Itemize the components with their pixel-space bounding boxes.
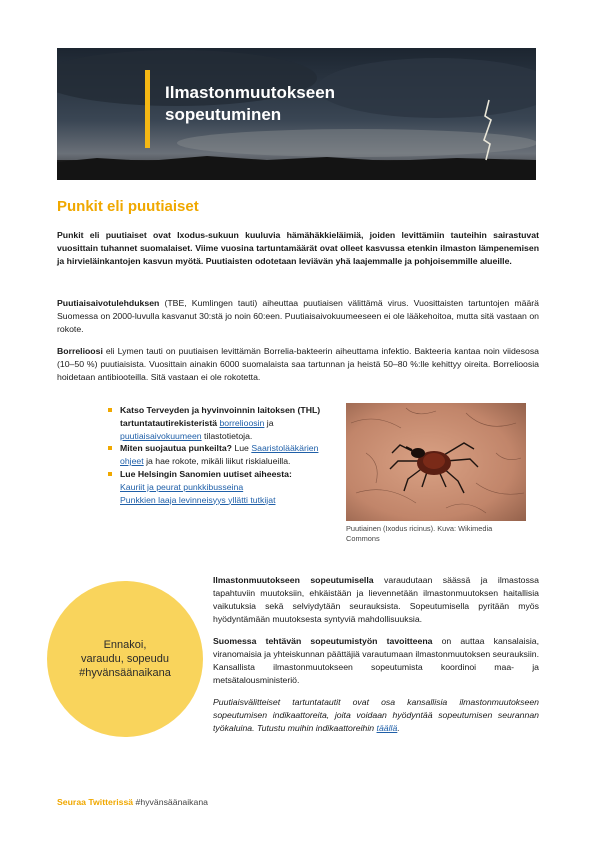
info-bullet-list xyxy=(108,404,340,506)
indicators-end: . xyxy=(397,723,400,733)
slogan-circle xyxy=(47,581,203,737)
tbe-link[interactable]: puutiaisaivokuumeen xyxy=(120,430,202,441)
banner-accent-bar xyxy=(145,70,150,148)
footer xyxy=(57,797,208,807)
indicators-text: Puutiaisvälitteiset tartuntatautit ovat osa kansallisia ilmastonmuutokseen sopeutumisen indikaattoreita, joita voidaan hyödyntää sopeutumisen seurannan työkaluina. Tutustu muihin indikaattoreihin xyxy=(213,697,539,733)
bullet-thl-and: ja xyxy=(264,417,274,428)
bullet-protect-end: ja hae rokote, mikäli liikut riskialueilla. xyxy=(143,456,291,467)
list-item xyxy=(108,468,340,506)
intro-paragraph: Punkit eli puutiaiset ovat Ixodus-sukuun kuuluvia hämähäkkieläimiä, joiden levittämiin tauteihin sairastuvat vuosittain tuhannet suomalaiset. Viime vuosina tartuntamäärät ovat olleet kasvussa etenkin ilmaston lämpenemisen ja hirvieläinkantojen kasvun myötä. Puutiaisten odotetaan leviävän yhä laajemmalle ja pohjoisemmille alueille. xyxy=(57,230,539,266)
header-banner xyxy=(57,48,536,180)
footer-hashtag: #hyvänsäänaikana xyxy=(133,797,209,807)
indicators-paragraph xyxy=(213,696,539,735)
adaptation-text: varaudutaan säässä ja ilmastossa tapahtuviin muutoksiin, ehkäistään ja lievennetään ilmastonmuutoksen haitallisia vaikutuksia sekä selviydytään seurauksista. Sopeutumisella pyritään myös hyödyntämään muutoksesta syntyviä mahdollisuuksia. xyxy=(213,575,539,624)
adaptation-goal-term: Suomessa tehtävän sopeutumistyön tavoitteena xyxy=(213,636,433,646)
adaptation-term: Ilmastonmuutokseen sopeutumisella xyxy=(213,575,374,585)
banner-title-line1: Ilmastonmuutokseen xyxy=(165,83,336,102)
slogan-hashtag: #hyvänsäänaikana xyxy=(79,667,171,679)
section-heading: Punkit eli puutiaiset xyxy=(57,198,199,215)
slogan-line2: varaudu, sopeudu xyxy=(80,653,170,665)
tbe-text: (TBE, Kumlingen tauti) aiheuttaa puutiaisen välittämä virus. Vuosittaisten tartuntojen määrä Suomessa on 2000-luvulla kasvanut 30:stä jo noin 60:een. Puutiaisaivokuumeeseen ei ole lääkehoitoa, mutta sitä vastaan on rokote. xyxy=(57,298,539,334)
news-link-spread[interactable]: Punkkien laaja levinneisyys yllätti tutkijat xyxy=(120,494,276,505)
tbe-paragraph xyxy=(57,297,539,336)
list-item xyxy=(108,442,340,468)
adaptation-goal-text: on auttaa kansalaisia, viranomaisia ja yhteiskunnan päättäjiä varautumaan ilmastonmuutoksen seurauksiin. Kansallista ilmastonmuutokseen sopeutumista koordinoi maa- ja metsätalousministeriö. xyxy=(213,636,539,685)
borrelia-term: Borrelioosi xyxy=(57,346,103,356)
slogan-line1: Ennakoi, xyxy=(103,639,147,651)
borrelia-text: eli Lymen tauti on puutiaisen levittämän Borrelia-bakteerin aiheuttama infektio. Bakteeria kantaa noin viidesosa (10–50 %) puutiaisista. Vuosittain ainakin 6000 suomalaista saa tartunnan ja heistä 50–80 %:lle kehittyy oireita. Borrelioosia hoidetaan antibiooteilla. Sitä vastaan ei ole rokotetta. xyxy=(57,346,539,382)
adaptation-goal-paragraph xyxy=(213,635,539,687)
photo-caption: Puutiainen (Ixodus ricinus). Kuva: Wikimedia Commons xyxy=(346,524,493,543)
bullet-protect-mid: Lue xyxy=(231,443,252,454)
bullet-thl-text: Katso Terveyden ja hyvinvoinnin laitoksen (THL) tartuntatautirekisteristä xyxy=(120,405,321,428)
banner-title xyxy=(165,82,335,126)
adaptation-definition-paragraph xyxy=(213,574,539,626)
saaristolaakarit-link[interactable]: Saaristolääkärien ohjeet xyxy=(120,443,319,467)
bullet-protect-text: Miten suojautua punkeilta? xyxy=(120,443,232,454)
banner-title-line2: sopeutuminen xyxy=(165,105,282,124)
slogan-text xyxy=(79,638,171,680)
list-item xyxy=(108,404,340,442)
borrelia-link[interactable]: borrelioosin xyxy=(219,417,265,428)
bullet-thl-end: tilastotietoja. xyxy=(201,430,253,441)
borrelia-paragraph xyxy=(57,345,539,384)
tick-photo xyxy=(346,403,526,521)
bullet-news-text: Lue Helsingin Sanomien uutiset aiheesta: xyxy=(120,468,292,479)
footer-label: Seuraa Twitterissä xyxy=(57,797,134,807)
tbe-term: Puutiaisaivotulehduksen xyxy=(57,298,160,308)
news-link-deer[interactable]: Kauriit ja peurat punkkibusseina xyxy=(120,481,244,492)
indicators-link[interactable]: täällä xyxy=(376,723,398,733)
